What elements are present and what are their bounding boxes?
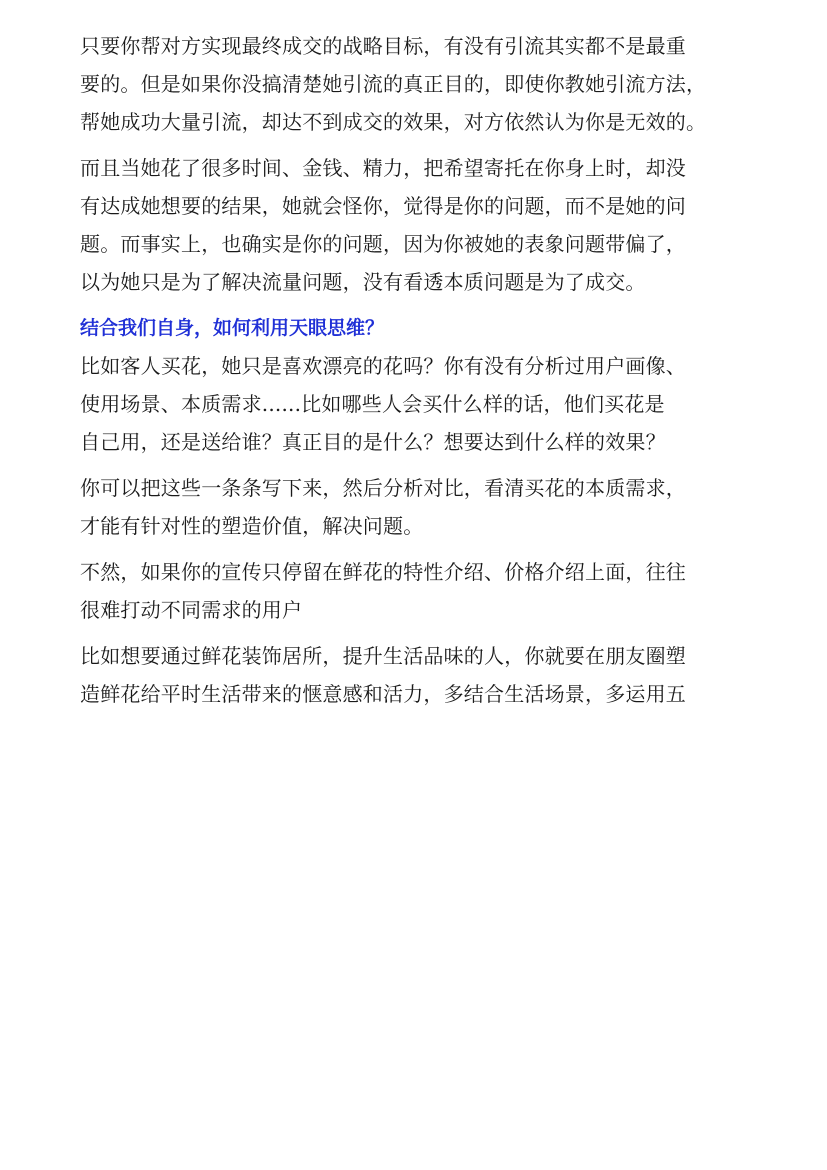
section-heading: 结合我们自身，如何利用天眼思维？	[80, 317, 385, 339]
text-line: 比如想要通过鲜花装饰居所，提升生活品味的人，你就要在朋友圈塑	[80, 644, 686, 668]
text-line: 题。而事实上，也确实是你的问题，因为你被她的表象问题带偏了，	[80, 232, 686, 256]
paragraph-otherwise	[80, 553, 750, 629]
text-line: 才能有针对性的塑造价值，解决问题。	[80, 514, 424, 538]
text-line: 而且当她花了很多时间、金钱、精力，把希望寄托在你身上时，却没	[80, 156, 686, 180]
text-line: 有达成她想要的结果，她就会怪你，觉得是你的问题，而不是她的问	[80, 194, 686, 218]
paragraph-write-down	[80, 469, 750, 545]
text-line: 造鲜花给平时生活带来的惬意感和活力，多结合生活场景，多运用五	[80, 682, 686, 706]
text-line: 要的。但是如果你没搞清楚她引流的真正目的，即使你教她引流方法，	[80, 72, 707, 96]
text-line: 不然，如果你的宣传只停留在鲜花的特性介绍、价格介绍上面，往往	[80, 560, 686, 584]
paragraph-flower-example	[80, 347, 750, 461]
paragraph-blame	[80, 149, 750, 301]
text-line: 帮她成功大量引流，却达不到成交的效果，对方依然认为你是无效的。	[80, 110, 707, 134]
text-line: 你可以把这些一条条写下来，然后分析对比，看清买花的本质需求，	[80, 476, 686, 500]
paragraph-strategic-goal	[80, 27, 750, 141]
text-line: 以为她只是为了解决流量问题，没有看透本质问题是为了成交。	[80, 270, 646, 294]
text-line: 自己用，还是送给谁？真正目的是什么？想要达到什么样的效果？	[80, 430, 666, 454]
text-line: 比如客人买花，她只是喜欢漂亮的花吗？你有没有分析过用户画像、	[80, 354, 686, 378]
text-line: 很难打动不同需求的用户	[80, 598, 303, 622]
text-line: 使用场景、本质需求......比如哪些人会买什么样的话，他们买花是	[80, 392, 665, 416]
paragraph-decoration	[80, 637, 750, 713]
text-line: 只要你帮对方实现最终成交的战略目标，有没有引流其实都不是最重	[80, 34, 686, 58]
document-body	[80, 27, 750, 721]
